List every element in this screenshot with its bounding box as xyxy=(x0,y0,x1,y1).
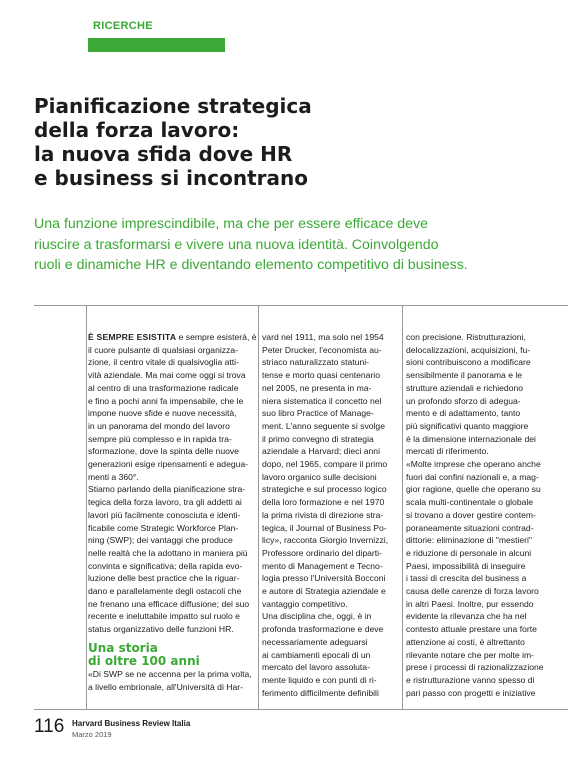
column-divider xyxy=(86,305,87,709)
text-line: causa delle carenze di forza lavoro xyxy=(406,586,539,597)
lead-in: È SEMPRE ESISTITA xyxy=(88,332,177,342)
text-line: e riduzione di personale in alcuni xyxy=(406,547,532,558)
column-divider xyxy=(258,305,259,709)
text-line: mento di Management e Tecno- xyxy=(262,560,383,571)
text-line: più significativi quanto maggiore xyxy=(406,420,529,431)
article-subtitle xyxy=(34,214,554,276)
column-divider xyxy=(402,305,403,709)
top-rule xyxy=(34,305,568,306)
text-line: attenzione ai costi, è altrettanto xyxy=(406,636,525,647)
text-line: evidente la rilevanza che ha nel xyxy=(406,611,527,622)
text-line: fuori dai confini nazionali e, a mag- xyxy=(406,471,539,482)
text-line: Peter Drucker, l'economista au- xyxy=(262,344,382,355)
text-line: vantaggio competitivo. xyxy=(262,598,348,609)
subtitle-line: Una funzione imprescindibile, ma che per essere efficace deve xyxy=(34,216,429,232)
text-line: in un panorama del mondo del lavoro xyxy=(88,420,230,431)
text-line: necessariamente adeguarsi xyxy=(262,636,368,647)
text-line: «Di SWP se ne accenna per la prima volta, xyxy=(88,668,252,679)
section-heading: Una storia xyxy=(88,640,158,655)
text-line: licy», racconta Giorgio Invernizzi, xyxy=(262,535,389,546)
text-line: e fino a pochi anni fa impensabile, che le xyxy=(88,395,244,406)
section-bar xyxy=(88,38,225,52)
text-line: poraneamente situazioni contrad- xyxy=(406,522,534,533)
text-line: i tassi di crescita del business a xyxy=(406,573,527,584)
text-line: niera sistematica il concetto nel xyxy=(262,395,382,406)
publication-name: Harvard Business Review Italia xyxy=(72,719,191,728)
text-line: il primo convegno di strategia xyxy=(262,433,374,444)
text-line: sempre più complesso e in rapida tra- xyxy=(88,433,232,444)
text-line: status organizzativo delle funzioni HR. xyxy=(88,624,234,635)
text-line: vità aziendale. Ma mai come oggi si trova xyxy=(88,370,246,381)
subtitle-line: ruoli e dinamiche HR e diventando elemento competitivo di business. xyxy=(34,257,468,273)
text-line: profonda trasformazione e deve xyxy=(262,624,384,635)
text-line: in altri Paesi. Inoltre, pur essendo xyxy=(406,598,534,609)
text-line: scala multi-continentale o globale xyxy=(406,497,534,508)
text-line: logia presso l'Università Bocconi xyxy=(262,573,386,584)
text-line: mercati di riferimento. xyxy=(406,446,489,457)
text-line: nel 2005, ne presenta in ma- xyxy=(262,382,372,393)
paragraph xyxy=(88,344,258,484)
text-line: strutture aziendali e richiedono xyxy=(406,382,524,393)
article-column-3 xyxy=(406,331,566,699)
lead-line xyxy=(88,331,258,344)
paragraph xyxy=(88,668,258,693)
text-line: sensibilmente il panorama e le xyxy=(406,370,523,381)
text-line: dano e parallelamente degli ostacoli che xyxy=(88,586,242,597)
text-line: convinta e significativa; della rapida evo- xyxy=(88,560,243,571)
text-line: dittorie: eliminazione di "mestieri" xyxy=(406,535,532,546)
text-line: generazioni esige ripensamenti e adegua- xyxy=(88,459,249,470)
text-line: mente liquido e con punti di ri- xyxy=(262,674,377,685)
article-title xyxy=(34,94,454,190)
text-line: al centro di una trasformazione radicale xyxy=(88,382,239,393)
section-tag xyxy=(88,20,225,52)
text-line: strategiche e sul processo logico xyxy=(262,484,387,495)
text-line: la prima rivista di direzione stra- xyxy=(262,509,384,520)
text-line: mento e di adattamento, tanto xyxy=(406,408,521,419)
text-line: vard nel 1911, ma solo nel 1954 xyxy=(262,332,384,342)
text-line: striaco naturalizzato statuni- xyxy=(262,357,369,368)
text-line: della loro formazione e nel 1970 xyxy=(262,497,385,508)
text-line: sformazione, dove la spinta delle nuove xyxy=(88,446,239,457)
text-line: ment. L'anno seguente si svolge xyxy=(262,420,385,431)
text-line: menti a 360°. xyxy=(88,471,139,482)
text-line: zione, il centro vitale di qualsivoglia atti- xyxy=(88,357,239,368)
title-line: della forza lavoro: xyxy=(34,118,240,142)
text-line: sioni contribuiscono a modificare xyxy=(406,357,531,368)
subtitle-line: riuscire a trasformarsi e vivere una nuova identità. Coinvolgendo xyxy=(34,236,439,253)
text-line: un profondo sforzo di adegua- xyxy=(406,395,521,406)
text-line: ne frenano una efficace diffusione; del suo xyxy=(88,598,250,609)
page-number: 116 xyxy=(34,716,65,737)
title-line: Pianificazione strategica xyxy=(34,94,312,118)
text-line: a livello embrionale, all'Università di Har- xyxy=(88,681,243,692)
title-line: la nuova sfida dove HR xyxy=(34,142,293,166)
text-line: ai cambiamenti epocali di un xyxy=(262,649,371,660)
text-line: impone nuove sfide e nuove necessità, xyxy=(88,408,237,419)
text-line: nelle realtà che la adottano in maniera più xyxy=(88,547,248,558)
text-line: pari passo con progetti e iniziative xyxy=(406,687,536,698)
text-line: e ristrutturazione vanno spesso di xyxy=(406,674,535,685)
article-column-2 xyxy=(262,331,400,699)
text-line: e autore di Strategia aziendale e xyxy=(262,586,386,597)
lead-rest: e sempre esisterà, è xyxy=(176,332,257,342)
text-line: aziendale a Harvard; dieci anni xyxy=(262,446,380,457)
bottom-rule xyxy=(34,709,568,710)
text-line: ficabile come Strategic Workforce Plan- xyxy=(88,522,239,533)
article-column-1 xyxy=(88,331,258,693)
paragraph xyxy=(88,483,258,635)
text-line: ferimento difficilmente definibili xyxy=(262,687,379,698)
text-line: suo libro Practice of Manage- xyxy=(262,408,374,419)
title-line: e business si incontrano xyxy=(34,166,308,190)
text-line: dopo, nel 1965, compare il primo xyxy=(262,459,388,470)
text-line: è la dimensione internazionale dei xyxy=(406,433,536,444)
text-line: gior ragione, quelle che operano su xyxy=(406,484,541,495)
text-line: tense e morto quasi centenario xyxy=(262,370,380,381)
text-line: lavoro organico sulle decisioni xyxy=(262,471,377,482)
text-line: il cuore pulsante di qualsiasi organizza- xyxy=(88,344,238,355)
text-line: tegica della forza lavoro, tra gli addetti ai xyxy=(88,497,242,508)
text-line: lavori più facilmente conosciuta e identi- xyxy=(88,509,241,520)
text-line: Paesi, impossibilità di inseguire xyxy=(406,560,526,571)
text-line: si trovano a dover gestire contem- xyxy=(406,509,536,520)
section-heading: di oltre 100 anni xyxy=(88,653,200,668)
text-line: Una disciplina che, oggi, è in xyxy=(262,611,372,622)
text-line: prese i processi di razionalizzazione xyxy=(406,662,544,673)
text-line: recente e ineluttabile impatto sul ruolo e xyxy=(88,611,240,622)
text-line: Professore ordinario del diparti- xyxy=(262,547,382,558)
text-line: mercato del lavoro assoluta- xyxy=(262,662,370,673)
text-line: ning (SWP); dei vantaggi che produce xyxy=(88,535,233,546)
text-line: «Molte imprese che operano anche xyxy=(406,459,541,470)
section-label: RICERCHE xyxy=(93,20,153,32)
text-line: delocalizzazioni, acquisizioni, fu- xyxy=(406,344,531,355)
text-line: rilevante notare che per molte im- xyxy=(406,649,535,660)
text-line: Stiamo parlando della pianificazione stra- xyxy=(88,484,246,495)
text-line: contesto attuale prestare una forte xyxy=(406,624,537,635)
text-line: luzione delle best practice che la riguar- xyxy=(88,573,240,584)
text-line: tegica, il Journal of Business Po- xyxy=(262,522,387,533)
issue-date: Marzo 2019 xyxy=(72,730,112,739)
text-line: con precisione. Ristrutturazioni, xyxy=(406,332,526,342)
